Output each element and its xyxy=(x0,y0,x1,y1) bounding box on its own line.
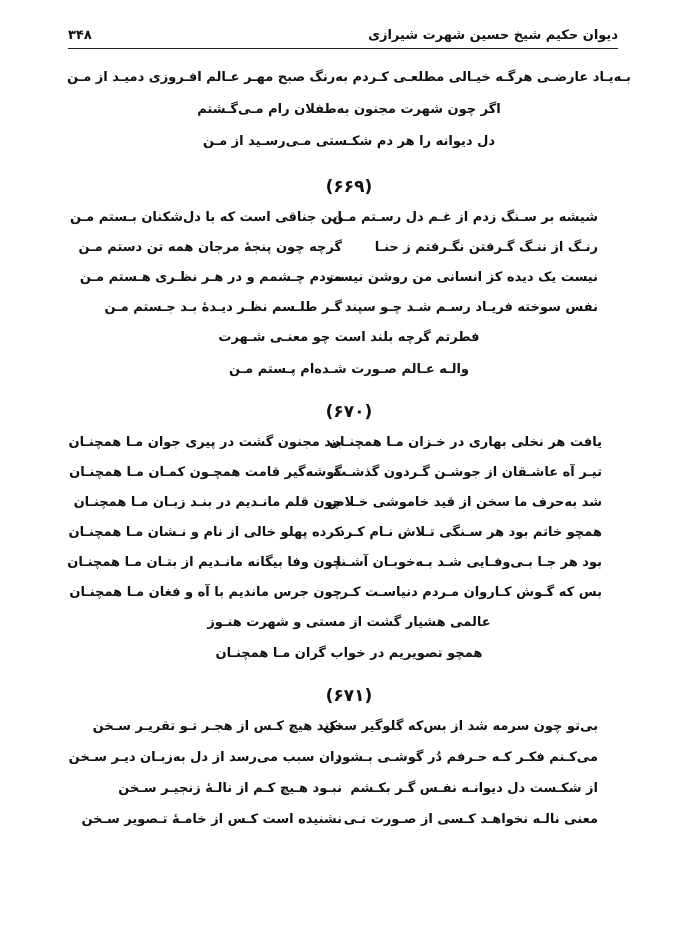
hemistich-first: رنـگ از ننـگ گـرفتن نگـرفتم ز حنـا xyxy=(374,240,598,255)
header-divider xyxy=(68,48,618,49)
page-number: ۳۴۸ xyxy=(68,27,92,43)
running-title: دیوان حکیم شیخ حسین شهرت شیرازی xyxy=(368,27,618,43)
hemistich-second: زان سبب می‌رسد از دل به‌زبـان دیـر سـخن xyxy=(68,750,342,765)
hemistich-first: شد به‌حرف ما سخن از قید خاموشی خـلاص xyxy=(327,495,602,510)
hemistich-first: نفس سوخته فریـاد رسـم شـد چـو سپند xyxy=(344,300,598,315)
hemistich-first: بس که گـوش کـاروان مـردم دنیاسـت کـر xyxy=(340,585,602,600)
hemistich-second: چون قلم مانـدیم در بنـد زبـان مـا همچنـان xyxy=(73,495,342,510)
hemistich-second: چون وفا بیگانه مانـدیم از بتـان مـا همچنـان xyxy=(67,555,342,570)
closing-verse: عالمی هشیار گشت از مستی و شهرت هنـوز xyxy=(207,615,491,630)
hemistich-first: بی‌تو چون سرمه شد از بس‌که گلوگیر سخن xyxy=(323,719,598,734)
top-verse-line: بـه‌یـاد عارضـی هرگـه خیـالی مطلعـی کـردم به‌رنگ صبح مهـر عـالم افـروزی دمیـد از مـن xyxy=(67,70,631,85)
ghazal-number: (۶۷۰) xyxy=(325,402,373,422)
hemistich-first: شیشه بر سـنگ زدم از غـم دل رسـتم مـن xyxy=(332,210,598,225)
hemistich-first: یافت هر نخلی بهاری در خـزان مـا همچنـان xyxy=(328,435,602,450)
hemistich-second: گـر طلـسم نظـر دیـدهٔ بـد جـستم مـن xyxy=(104,300,342,315)
ghazal-number: (۶۷۱) xyxy=(325,686,373,706)
hemistich-first: تیـر آه عاشـقان از جوشـن گـردون گذشـت xyxy=(333,465,602,480)
hemistich-second: این جناقی است که با دل‌شکنان بـستم مـن xyxy=(70,210,342,225)
closing-verse: همچو تصویریم در خواب گران مـا همچنـان xyxy=(215,646,483,661)
hemistich-second: چون جرس ماندیم با آه و فغان مـا همچنـان xyxy=(69,585,342,600)
hemistich-second: مردم چـشمم و در هـر نظـری هـستم مـن xyxy=(79,270,342,285)
closing-verse: فطرتم گرچه بلند است چو معنـی شـهرت xyxy=(218,330,480,345)
hemistich-second: کرده پهلو خالی از نام و نـشان مـا همچنـان xyxy=(68,525,342,540)
hemistich-second: گرچه چون پنجهٔ مرجان همه تن دستم مـن xyxy=(78,240,342,255)
closing-verse: والـه عـالم صـورت شـده‌ام پـستم مـن xyxy=(229,362,469,377)
top-verse-line: دل دیوانه را هر دم شکـستی مـی‌رسـید از مـن xyxy=(202,134,496,149)
hemistich-second: گوشه‌گیر قامت همچـون کمـان مـا همچنـان xyxy=(69,465,342,480)
hemistich-first: نیست یک دیده کز انسانی من روشن نیست xyxy=(326,270,598,285)
hemistich-first: می‌کـنم فکـر کـه حـرفم دُر گوشـی بـشود xyxy=(335,750,598,765)
hemistich-first: از شکـست دل دیوانـه نفـس گـر بکـشم xyxy=(350,781,598,796)
hemistich-second: نبـود هـیچ کـم از نالـهٔ زنجیـر سـخن xyxy=(118,781,342,796)
hemistich-first: بود هر جـا بـی‌وفـایی شـد بـه‌خوبـان آشـنا xyxy=(336,555,602,570)
hemistich-second: نکند هیچ کـس از هجـر تـو تقریـر سـخن xyxy=(92,719,342,734)
ghazal-number: (۶۶۹) xyxy=(325,177,373,197)
top-verse-line: اگر چون شهرت مجنون به‌طفلان رام مـی‌گـشتم xyxy=(197,102,501,117)
hemistich-first: همچو خاتم بود هر سـنگی تـلاش نـام کـرد xyxy=(338,525,602,540)
hemistich-first: معنی نالـه نخواهـد کـسی از صـورت نـی xyxy=(343,812,598,827)
hemistich-second: نشنیده است کـس از خامـهٔ تـصویر سـخن xyxy=(81,812,342,827)
hemistich-second: بید مجنون گشت در پیری جوان مـا همچنـان xyxy=(68,435,342,450)
page-header xyxy=(68,24,618,46)
